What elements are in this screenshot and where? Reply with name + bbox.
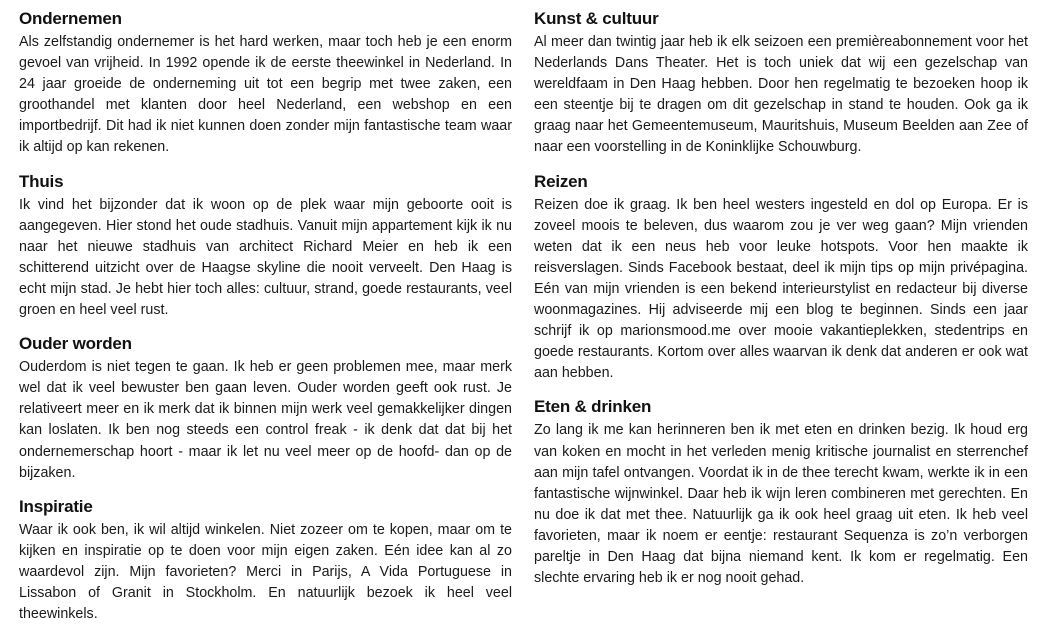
section-thuis <box>19 169 512 322</box>
section-body: Ouderdom is niet tegen te gaan. Ik heb er geen problemen mee, maar merk wel dat ik veel bewuster ben gaan leven. Ouder worden geeft ook rust. Je relativeert meer en ik merk dat ik binnen mijn werk veel gemakkelijker dingen kan loslaten. Ik ben nog steeds een control freak - ik denk dat dat bij het ondernemerschap hoort - maar ik let nu veel meer op de hoofd- dan op de bijzaken. <box>19 359 512 481</box>
section-heading: Ondernemen <box>19 9 122 28</box>
section-body: Reizen doe ik graag. Ik ben heel westers ingesteld en dol op Europa. Er is zoveel moois te beleven, dus waarom zou je ver weg gaan? Mijn vrienden weten dat ik een neus heb voor leuke hotspots. Voor hen maakte ik reisverslagen. Sinds Facebook bestaat, deel ik mijn tips op mijn privépagina. Eén van mijn vrienden is een bekend interieurstylist en redacteur bij diverse woonmagazines. Hij adviseerde mij een blog te beginnen. Sinds een jaar schrijf ik op marionsmood.me over mooie vakantieplekken, stedentrips en goede restaurants. Kortom over alles waarvan ik denk dat anderen er ook wat aan hebben. <box>534 196 1028 382</box>
section-reizen <box>534 169 1028 385</box>
section-eten-drinken <box>534 394 1028 589</box>
section-kunst-cultuur <box>534 6 1028 159</box>
section-body: Ik vind het bijzonder dat ik woon op de plek waar mijn geboorte ooit is aangegeven. Hier stond het oude stadhuis. Vanuit mijn appartement kijk ik nu naar het nieuwe stadhuis van architect Richard Meier en heb ik een schitterend uitzicht over de Haagse skyline die nooit verveelt. Den Haag is echt mijn stad. Je hebt hier toch alles: cultuur, strand, goede restaurants, veel groen en heel veel rust. <box>19 196 512 319</box>
section-body: Zo lang ik me kan herinneren ben ik met eten en drinken bezig. Ik houd erg van koken en mocht in het verleden menig kritische journalist en sterrenchef aan mijn tafel ontvangen. Voordat ik in de thee terecht kwam, werkte ik in een fantastische wijnwinkel. Daar heb ik wijn leren combineren met gerechten. En nu doe ik dat met thee. Natuurlijk ga ik ook heel graag uit eten. Ik heb veel favorieten, maar ik noem er eentje: restaurant Sequenza is zo’n verborgen pareltje in Den Haag dat bijna niemand kent. Ik kom er regelmatig. Een slechte ervaring heb ik er nog nooit gehad. <box>534 422 1028 587</box>
section-heading: Reizen <box>534 171 588 191</box>
section-heading: Ouder worden <box>19 334 132 354</box>
section-body: Als zelfstandig ondernemer is het hard werken, maar toch heb je een enorm gevoel van vrijheid. In 1992 opende ik de eerste theewinkel in Nederland. In 24 jaar groeide de onderneming uit tot een begrip met twee zaken, een groothandel met klanten door heel Nederland, een webshop en een importbedrijf. Dit had ik niet kunnen doen zonder mijn fantastische team waar ik altijd op kan rekenen. <box>19 34 512 156</box>
left-column <box>19 6 512 635</box>
section-heading: Kunst & cultuur <box>534 9 659 28</box>
section-ouder-worden <box>19 331 512 484</box>
section-body: Waar ik ook ben, ik wil altijd winkelen. Niet zozeer om te kopen, maar om te kijken en inspiratie op te doen voor mijn eigen zaken. Eén idee kan al zo waardevol zijn. Mijn favorieten? Merci in Parijs, A Vida Portuguese in Lissabon of Granit in Stockholm. En natuurlijk bezoek ik heel veel theewinkels. <box>19 521 512 623</box>
section-inspiratie <box>19 494 512 625</box>
section-heading: Eten & drinken <box>534 397 652 417</box>
section-heading: Inspiratie <box>19 496 93 516</box>
section-body: Al meer dan twintig jaar heb ik elk seizoen een premièreabonnement voor het Nederlands Dans Theater. Het is toch uniek dat wij een gezelschap van wereldfaam in Den Haag hebben. Door hen regelmatig te bezoeken hoop ik een steentje bij te dragen om dit gezelschap in stand te houden. Ook ga ik graag naar het Gemeentemuseum, Mauritshuis, Museum Beelden aan Zee of naar een voorstelling in de Koninklijke Schouwburg. <box>534 34 1028 156</box>
section-heading: Thuis <box>19 171 64 191</box>
section-ondernemen <box>19 6 512 159</box>
right-column <box>534 6 1028 599</box>
